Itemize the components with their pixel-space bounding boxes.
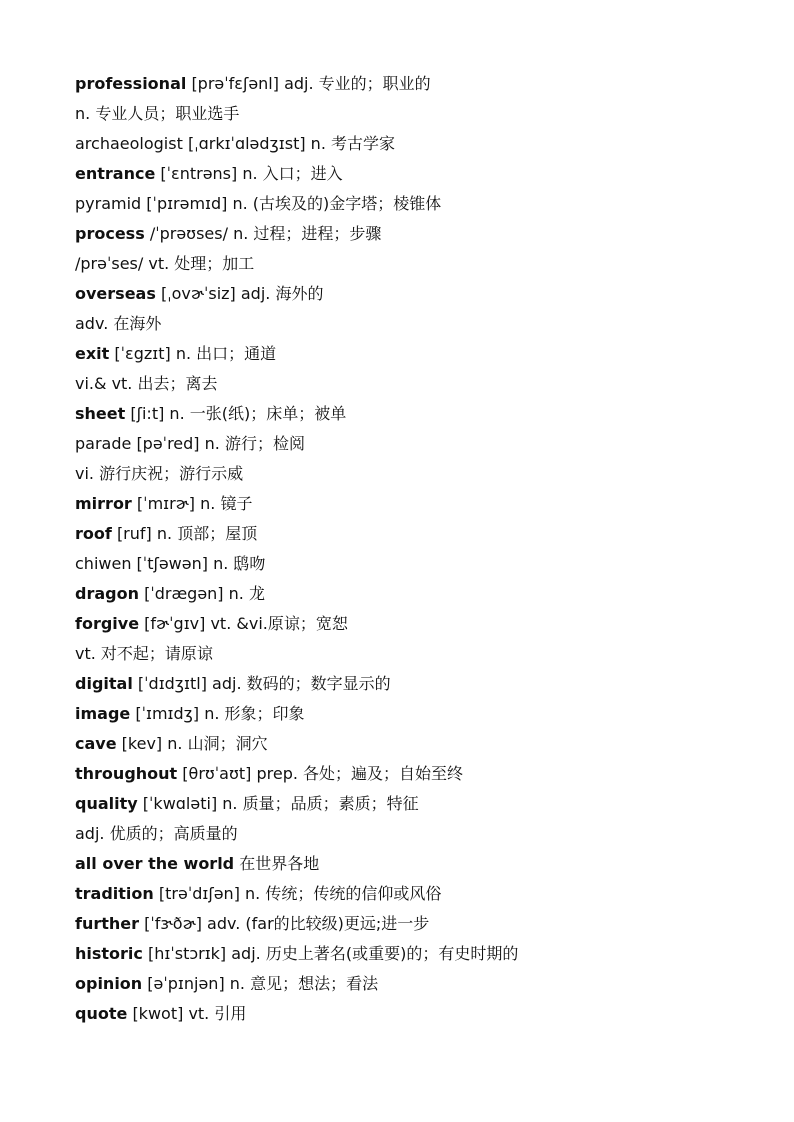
entry-word: mirror [75, 494, 132, 513]
vocab-entry [75, 219, 755, 249]
entry-phonetic: [əˈpɪnjən] [147, 974, 225, 993]
entry-word: pyramid [75, 194, 142, 213]
vocab-entry [75, 459, 755, 489]
entry-phonetic: [kwot] [132, 1004, 184, 1023]
entry-phonetic: [kev] [121, 734, 163, 753]
vocab-entry [75, 759, 755, 789]
entry-word: parade [75, 434, 132, 453]
vocab-entry [75, 369, 755, 399]
entry-word: further [75, 914, 140, 933]
entry-definition: n. 质量；品质；素质；特征 [222, 794, 419, 813]
entry-definition: n. (古埃及的)金字塔；棱锥体 [232, 194, 442, 213]
vocab-entry [75, 279, 755, 309]
entry-phonetic: [ˈkwɑləti] [142, 794, 218, 813]
vocab-entry [75, 939, 755, 969]
vocab-entry [75, 669, 755, 699]
vocab-entry [75, 549, 755, 579]
vocab-entry [75, 309, 755, 339]
vocab-entry [75, 69, 755, 99]
entry-word: quote [75, 1004, 128, 1023]
vocab-entry [75, 609, 755, 639]
vocab-entry [75, 189, 755, 219]
entry-definition: n. 一张(纸)；床单；被单 [169, 404, 347, 423]
vocab-entry [75, 99, 755, 129]
vocab-entry [75, 159, 755, 189]
entry-phonetic: [prəˈfɛʃənl] [191, 74, 279, 93]
entry-word: image [75, 704, 131, 723]
vocab-entry [75, 879, 755, 909]
entry-definition: n. 传统；传统的信仰或风俗 [245, 884, 442, 903]
vocab-entry [75, 969, 755, 999]
entry-phonetic: [ˈdɪdʒɪtl] [137, 674, 207, 693]
entry-definition: n. 入口；进入 [242, 164, 343, 183]
entry-word: historic [75, 944, 143, 963]
entry-definition: adj. 专业的；职业的 [284, 74, 431, 93]
entry-word: forgive [75, 614, 140, 633]
entry-definition: n. 游行；检阅 [204, 434, 305, 453]
vocab-entry [75, 699, 755, 729]
entry-phonetic: [ruf] [116, 524, 152, 543]
entry-word: tradition [75, 884, 154, 903]
entry-definition: n. 考古学家 [310, 134, 395, 153]
entry-definition: adj. 历史上著名(或重要)的；有史时期的 [231, 944, 519, 963]
entry-definition: n. 顶部；屋顶 [156, 524, 258, 543]
entry-definition: n. 专业人员；职业选手 [75, 104, 240, 123]
entry-definition: n. 山洞；洞穴 [167, 734, 268, 753]
entry-word: overseas [75, 284, 156, 303]
vocab-entry [75, 909, 755, 939]
vocab-entry [75, 849, 755, 879]
entry-definition: prep. 各处；遍及；自始至终 [256, 764, 464, 783]
entry-phonetic: [pəˈred] [136, 434, 200, 453]
entry-definition: n. 形象；印象 [204, 704, 305, 723]
entry-word: all over the world [75, 854, 235, 873]
vocab-entry [75, 639, 755, 669]
entry-word: process [75, 224, 145, 243]
entry-word: throughout [75, 764, 178, 783]
entry-definition: adj. 优质的；高质量的 [75, 824, 238, 843]
entry-definition: n. 鸱吻 [213, 554, 266, 573]
entry-phonetic: [ˈɪmɪdʒ] [135, 704, 200, 723]
vocab-entry [75, 789, 755, 819]
entry-phonetic: [ˈpɪrəmɪd] [146, 194, 228, 213]
entry-phonetic: [ˈdrægən] [144, 584, 224, 603]
entry-definition: adv. 在海外 [75, 314, 162, 333]
entry-definition: vt. 对不起；请原谅 [75, 644, 213, 663]
entry-phonetic: [ˈɛgzɪt] [114, 344, 171, 363]
entry-word: quality [75, 794, 138, 813]
entry-definition: n. 过程；进程；步骤 [233, 224, 382, 243]
vocab-entry [75, 129, 755, 159]
entry-phonetic: [ˌovɚˈsiz] [160, 284, 236, 303]
entry-word: cave [75, 734, 117, 753]
vocab-entry [75, 579, 755, 609]
entry-phonetic: [ˈmɪrɚ] [136, 494, 196, 513]
entry-phonetic: /prəˈses/ [75, 254, 144, 273]
entry-word: entrance [75, 164, 156, 183]
entry-phonetic: [ʃi:t] [130, 404, 165, 423]
vocab-entry [75, 249, 755, 279]
entry-definition: vt. &vi.原谅；宽恕 [210, 614, 348, 633]
entry-word: exit [75, 344, 110, 363]
vocab-entry [75, 519, 755, 549]
vocabulary-list [75, 69, 755, 1029]
entry-word: archaeologist [75, 134, 183, 153]
entry-definition: vi. 游行庆祝；游行示威 [75, 464, 244, 483]
entry-definition: vt. 引用 [188, 1004, 247, 1023]
entry-phonetic: [ˈɛntrəns] [160, 164, 238, 183]
entry-definition: adv. (far的比较级)更远;进一步 [207, 914, 430, 933]
entry-definition: n. 出口；通道 [175, 344, 277, 363]
vocab-entry [75, 339, 755, 369]
entry-definition: vi.& vt. 出去；离去 [75, 374, 218, 393]
entry-definition: vt. 处理；加工 [148, 254, 255, 273]
entry-definition: n. 意见；想法；看法 [229, 974, 379, 993]
entry-definition: n. 镜子 [200, 494, 253, 513]
entry-phonetic: [ˌɑrkɪˈɑlədʒɪst] [187, 134, 306, 153]
entry-phonetic: [fɚˈgɪv] [144, 614, 206, 633]
vocab-entry [75, 399, 755, 429]
entry-definition: adj. 海外的 [240, 284, 324, 303]
vocab-entry [75, 489, 755, 519]
vocab-entry [75, 819, 755, 849]
vocab-entry [75, 999, 755, 1029]
entry-word: professional [75, 74, 187, 93]
entry-word: opinion [75, 974, 143, 993]
entry-word: dragon [75, 584, 139, 603]
vocab-entry [75, 729, 755, 759]
entry-word: roof [75, 524, 112, 543]
entry-phonetic: [trəˈdɪʃən] [158, 884, 240, 903]
vocab-entry [75, 429, 755, 459]
entry-phonetic: /ˈprəʊses/ [149, 224, 228, 243]
entry-definition: 在世界各地 [239, 854, 320, 873]
entry-word: chiwen [75, 554, 132, 573]
entry-definition: adj. 数码的；数字显示的 [212, 674, 391, 693]
entry-phonetic: [θrʊˈaʊt] [182, 764, 252, 783]
entry-phonetic: [ˈtʃəwən] [136, 554, 208, 573]
entry-word: digital [75, 674, 133, 693]
entry-phonetic: [hɪˈstɔrɪk] [148, 944, 227, 963]
entry-definition: n. 龙 [228, 584, 265, 603]
entry-phonetic: [ˈfɝðɚ] [144, 914, 202, 933]
entry-word: sheet [75, 404, 126, 423]
